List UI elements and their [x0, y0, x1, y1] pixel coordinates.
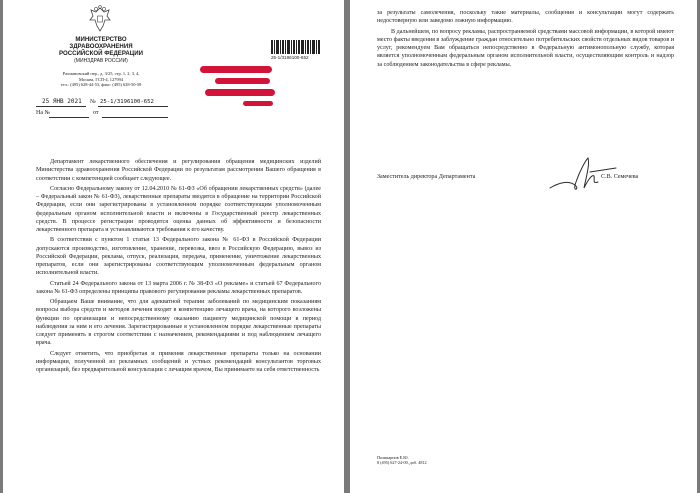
address-line-2: Москва, ГСП-4, 127994 [79, 76, 123, 82]
redacted-block [215, 78, 270, 84]
redacted-block [243, 101, 273, 106]
paragraph: Департамент лекарственного обеспечения и регулирования обращения медицинских изделий Министерства здравоохранения Российской Федерации по результатам рассмотрения Вашего обращения в соответствии с компетенцией сообщает следующее. [36, 159, 321, 182]
address-line-1: Рахмановский пер., д. 3/25, стр. 1, 2, 3, 4, [62, 71, 140, 76]
outgoing-number-row [36, 98, 171, 108]
outgoing-number: 25-1/3196100-652 [100, 99, 154, 105]
letter-body [36, 158, 321, 374]
executor-phone: 8 (495) 627-24-00, доб. 4812 [377, 460, 427, 466]
letter-body-continued [377, 9, 674, 69]
ministry-abbr: (МИНЗДРАВ РОССИИ) [74, 58, 128, 64]
paragraph: за результаты самолечения, поскольку такие материалы, сообщения и консультации могут содержать недостоверную или заведомо ложную информацию. [377, 10, 674, 25]
coat-of-arms-icon [87, 5, 113, 33]
executor-name: Поликарпов Е.Ю. [377, 455, 409, 460]
date-handwritten: 25 ЯНВ 2021 [42, 98, 82, 105]
paragraph: Обращаем Ваше внимание, что для адекватной терапии заболеваний по медицинским показаниям вопросы выбора средств и методов лечения входят в компетенцию лечащего врача, на которого возложены функции по организации и непосредственному оказанию пациенту медицинской помощи в период наблюдения за ним и его лечения. Зарегистрированные в установленном порядке лекарственные препараты следует применять в строгом соответствии с назначением, рекомендациями и под наблюдением лечащего врача. [36, 299, 321, 347]
ministry-line-3: РОССИЙСКОЙ ФЕДЕРАЦИИ [58, 50, 144, 58]
paragraph: Следует отметить, что приобретая и применяя лекарственные препараты только на основании информации, полученной из рекламных сообщений и устных рекомендаций консультантов торговых организаций, без предварительной консультации с лечащим врачом, Вы принимаете на себя ответственность [36, 350, 321, 373]
reference-row [36, 110, 171, 120]
paragraph: В соответствии с пунктом 1 статьи 13 Федерального закона № 61-ФЗ в Российской Федерации допускаются производство, изготовление, хранение, перевозка, ввоз в Российскую Федерацию, вывоз из Российской Федерации, реклама, отпуск, реализация, передача, применение, уничтожение лекарственных препаратов, если они зарегистрированы соответствующим уполномоченным федеральным органом исполнительной власти. [36, 237, 321, 277]
paragraph: Согласно Федеральному закону от 12.04.2010 № 61-ФЗ «Об обращении лекарственных средств» (далее – Федеральный закон № 61-ФЗ), лекарственные препараты вводятся в обращение на территории Российской Федерации, если они зарегистрированы в установленном порядке соответствующим уполномоченным федеральным органом исполнительной власти и включены в Государственный реестр лекарственных средств. В процессе регистрации проводится оценка данных об эффективности и безопасности лекарственного препарата и устанавливаются требования к его качеству. [36, 185, 321, 233]
barcode-icon [271, 40, 321, 54]
ministry-line-1: МИНИСТЕРСТВО [75, 36, 127, 43]
number-prefix: № [90, 99, 96, 105]
na-label: На № [36, 110, 51, 116]
ot-label: от [93, 110, 99, 116]
redacted-block [205, 89, 275, 96]
ministry-address [36, 71, 166, 88]
address-line-3: тел.: (495) 628-44-53, факс: (495) 628-50-58 [60, 82, 142, 88]
ministry-line-2: ЗДРАВООХРАНЕНИЯ [69, 43, 133, 51]
signer-name: С.В. Семечева [601, 174, 639, 180]
redacted-block [200, 66, 272, 73]
paragraph: Статьей 24 Федерального закона от 13 марта 2006 г. № 38-ФЗ «О рекламе» и статьей 67 Федерального закона № 61-ФЗ определены принципы правового регулирования рекламы лекарственных препаратов. [36, 280, 321, 295]
executor-info [377, 455, 527, 466]
signer-title: Заместитель директора Департамента [377, 174, 476, 180]
ministry-name [41, 36, 161, 58]
paragraph: В дальнейшем, по вопросу рекламы, распространяемой средствами массовой информации, в которой имеют место факты введения в заблуждение граждан относительно потребительских свойств отдельных видов товаров и услуг, рекомендуем Вам обращаться непосредственно в Федеральную антимонопольную службу, которая является уполномоченным федеральным органом исполнительной власти, осуществляющим контроль и надзор за соблюдением законодательства в сфере рекламы. [377, 28, 674, 68]
letter-page-2 [350, 0, 697, 493]
letter-page-1 [3, 0, 344, 493]
barcode-number: 25-1/3196100-652 [271, 55, 309, 60]
